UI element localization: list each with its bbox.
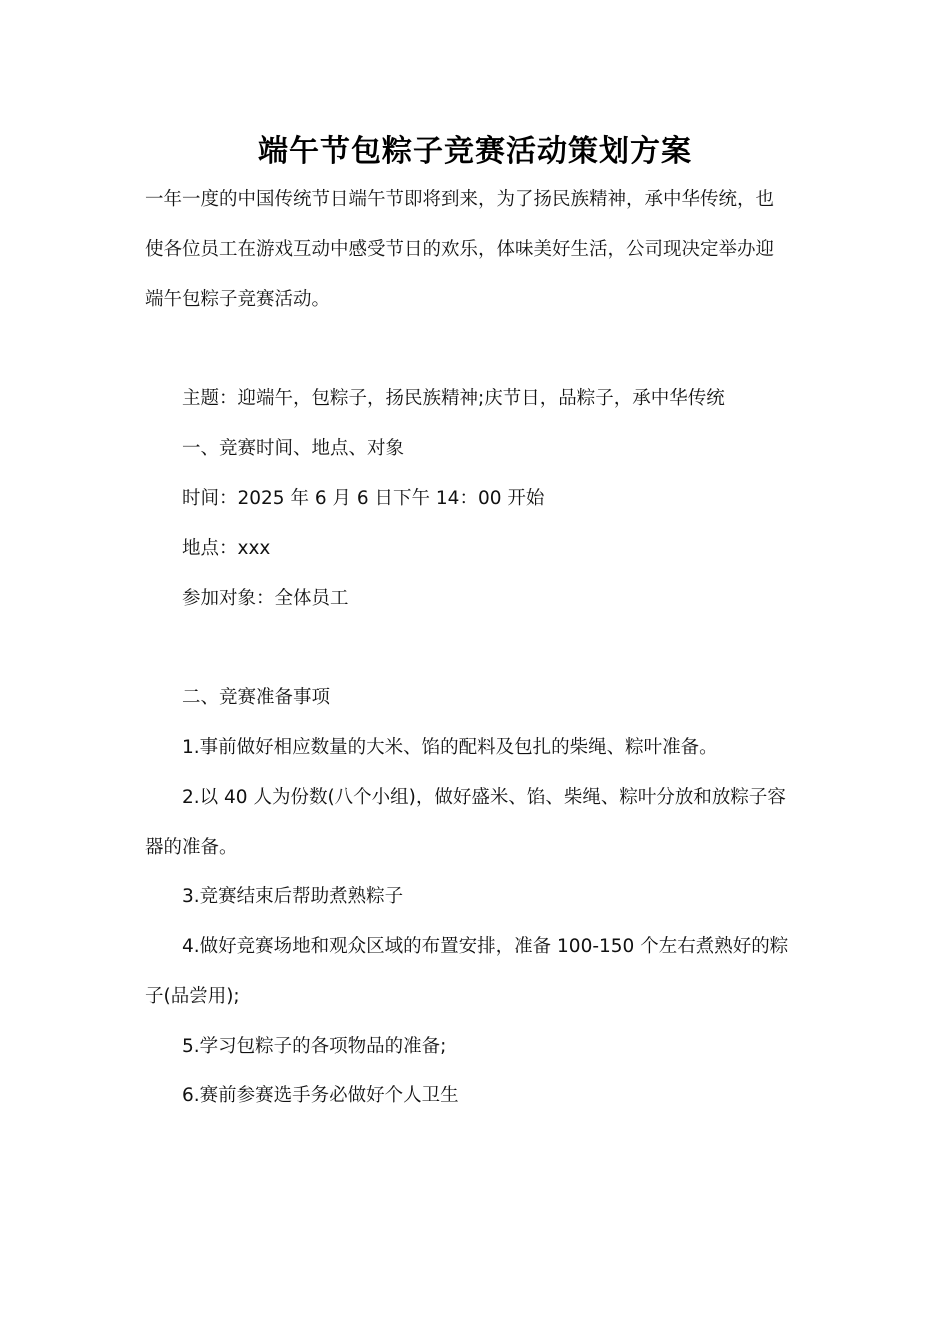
event-place: 地点：xxx: [182, 538, 271, 559]
prep-item-4-line-2: 子(品尝用);: [145, 986, 240, 1007]
prep-item-2-line-2: 器的准备。: [145, 837, 238, 858]
section2-heading: 二、竞赛准备事项: [182, 687, 331, 708]
theme-line: 主题：迎端午，包粽子，扬民族精神;庆节日，品粽子，承中华传统: [182, 388, 725, 409]
event-time: 时间：2025 年 6 月 6 日下午 14：00 开始: [182, 488, 545, 509]
prep-item-3: 3.竞赛结束后帮助煮熟粽子: [182, 886, 404, 907]
prep-item-1: 1.事前做好相应数量的大米、馅的配料及包扎的柴绳、粽叶准备。: [182, 737, 718, 758]
event-participants: 参加对象：全体员工: [182, 588, 349, 609]
prep-item-2-line-1: 2.以 40 人为份数(八个小组)，做好盛米、馅、柴绳、粽叶分放和放粽子容: [182, 787, 786, 808]
section1-heading: 一、竞赛时间、地点、对象: [182, 438, 405, 459]
intro-line-2: 使各位员工在游戏互动中感受节日的欢乐，体味美好生活，公司现决定举办迎: [145, 239, 775, 260]
prep-item-4-line-1: 4.做好竞赛场地和观众区域的布置安排，准备 100-150 个左右煮熟好的粽: [182, 936, 789, 957]
prep-item-5: 5.学习包粽子的各项物品的准备;: [182, 1036, 447, 1057]
prep-item-6: 6.赛前参赛选手务必做好个人卫生: [182, 1085, 459, 1106]
document-title: 端午节包粽子竞赛活动策划方案: [258, 134, 692, 169]
intro-line-3: 端午包粽子竞赛活动。: [145, 289, 331, 310]
intro-line-1: 一年一度的中国传统节日端午节即将到来，为了扬民族精神，承中华传统，也: [145, 189, 775, 210]
